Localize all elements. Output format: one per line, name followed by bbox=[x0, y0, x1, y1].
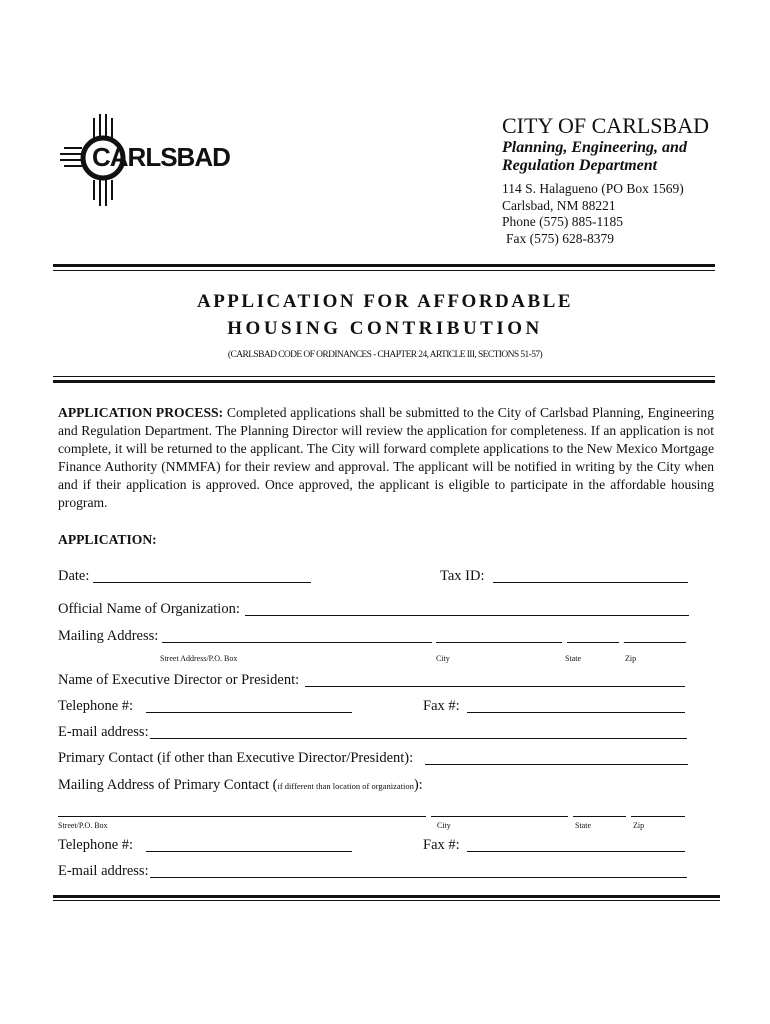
primary-mailing-label-text: Mailing Address of Primary Contact ( bbox=[58, 777, 278, 793]
department-line1: Planning, Engineering, and bbox=[502, 139, 687, 156]
primary-mailing-close: ): bbox=[413, 777, 423, 793]
logo-text: CARLSBAD bbox=[92, 142, 230, 172]
org-name-field[interactable] bbox=[245, 615, 689, 616]
executive-field[interactable] bbox=[305, 686, 685, 687]
email-label: E-mail address: bbox=[58, 724, 149, 740]
primary-contact-field[interactable] bbox=[425, 764, 688, 765]
tax-id-label: Tax ID: bbox=[440, 568, 485, 584]
mailing-address-label: Mailing Address: bbox=[58, 628, 159, 644]
contact-info bbox=[502, 181, 742, 247]
tax-id-field[interactable] bbox=[493, 582, 688, 583]
org-name-label: Official Name of Organization: bbox=[58, 601, 240, 617]
executive-label: Name of Executive Director or President: bbox=[58, 672, 300, 688]
process-label: APPLICATION PROCESS: bbox=[58, 405, 224, 420]
city-name: CITY OF CARLSBAD bbox=[502, 113, 709, 138]
state-caption: State bbox=[565, 654, 581, 663]
department-name bbox=[502, 139, 742, 175]
primary-zip-field[interactable] bbox=[631, 816, 685, 817]
form-title-line1: APPLICATION FOR AFFORDABLE bbox=[196, 291, 574, 312]
primary-mailing-note: if different than location of organization bbox=[277, 781, 414, 791]
city-caption: City bbox=[436, 654, 450, 663]
fax-field2[interactable] bbox=[467, 851, 685, 852]
primary-state-field[interactable] bbox=[573, 816, 626, 817]
fax-label2: Fax #: bbox=[423, 837, 460, 853]
footer-rule bbox=[53, 895, 720, 898]
email-field2[interactable] bbox=[150, 877, 687, 878]
state-caption2: State bbox=[575, 821, 591, 830]
mailing-state-field[interactable] bbox=[567, 642, 619, 643]
form-title-line2: HOUSING CONTRIBUTION bbox=[227, 318, 543, 339]
telephone-label2: Telephone #: bbox=[58, 837, 134, 853]
primary-mailing-label bbox=[58, 777, 423, 794]
title-rule bbox=[53, 380, 715, 383]
telephone-field2[interactable] bbox=[146, 851, 352, 852]
fax-label: Fax #: bbox=[423, 698, 460, 714]
phone-line: Phone (575) 885-1185 bbox=[502, 214, 623, 229]
telephone-field[interactable] bbox=[146, 712, 352, 713]
primary-city-field[interactable] bbox=[431, 816, 568, 817]
mailing-street-field[interactable] bbox=[162, 642, 432, 643]
street-caption2: Street/P.O. Box bbox=[58, 821, 108, 830]
city-caption2: City bbox=[437, 821, 451, 830]
primary-street-field[interactable] bbox=[58, 816, 426, 817]
title-rule-thin bbox=[53, 376, 715, 377]
footer-rule-thin bbox=[53, 900, 720, 901]
fax-field[interactable] bbox=[467, 712, 685, 713]
mailing-zip-field[interactable] bbox=[624, 642, 686, 643]
department-line2: Regulation Department bbox=[502, 157, 658, 174]
mailing-city-field[interactable] bbox=[436, 642, 562, 643]
address-line2: Carlsbad, NM 88221 bbox=[502, 197, 616, 213]
zip-caption: Zip bbox=[625, 654, 637, 663]
form-subtitle: (CARLSBAD CODE OF ORDINANCES - CHAPTER 24, ARTICLE III, SECTIONS 51-57) bbox=[227, 350, 543, 360]
application-section-title: APPLICATION: bbox=[58, 532, 157, 547]
header-rule bbox=[53, 264, 715, 267]
fax-line: Fax (575) 628-8379 bbox=[506, 230, 614, 246]
zip-caption2: Zip bbox=[633, 821, 645, 830]
date-label: Date: bbox=[58, 568, 90, 584]
primary-contact-label: Primary Contact (if other than Executive Director/President): bbox=[58, 750, 414, 766]
street-caption: Street Address/P.O. Box bbox=[160, 654, 238, 663]
address-line1: 114 S. Halagueno (PO Box 1569) bbox=[502, 181, 684, 196]
telephone-label: Telephone #: bbox=[58, 698, 134, 714]
email-label2: E-mail address: bbox=[58, 863, 149, 879]
email-field[interactable] bbox=[150, 738, 687, 739]
application-process-paragraph bbox=[58, 404, 714, 512]
city-logo bbox=[58, 108, 238, 212]
date-field[interactable] bbox=[93, 582, 311, 583]
process-text: Completed applications shall be submitted to the City of Carlsbad Planning, Engineering and Regulation Department. The Planning Director will review the application for completeness. If an application is not complete, it will be returned to the applicant. The City will forward complete applications to the New Mexico Mortgage Finance Authority (NMMFA) for their review and approval. The applicant will be notified in writing by the City when and if their application is approved. Once approved, the applicant is eligible to participate in the affordable housing program. bbox=[58, 405, 715, 510]
header-rule-thin bbox=[53, 270, 715, 271]
